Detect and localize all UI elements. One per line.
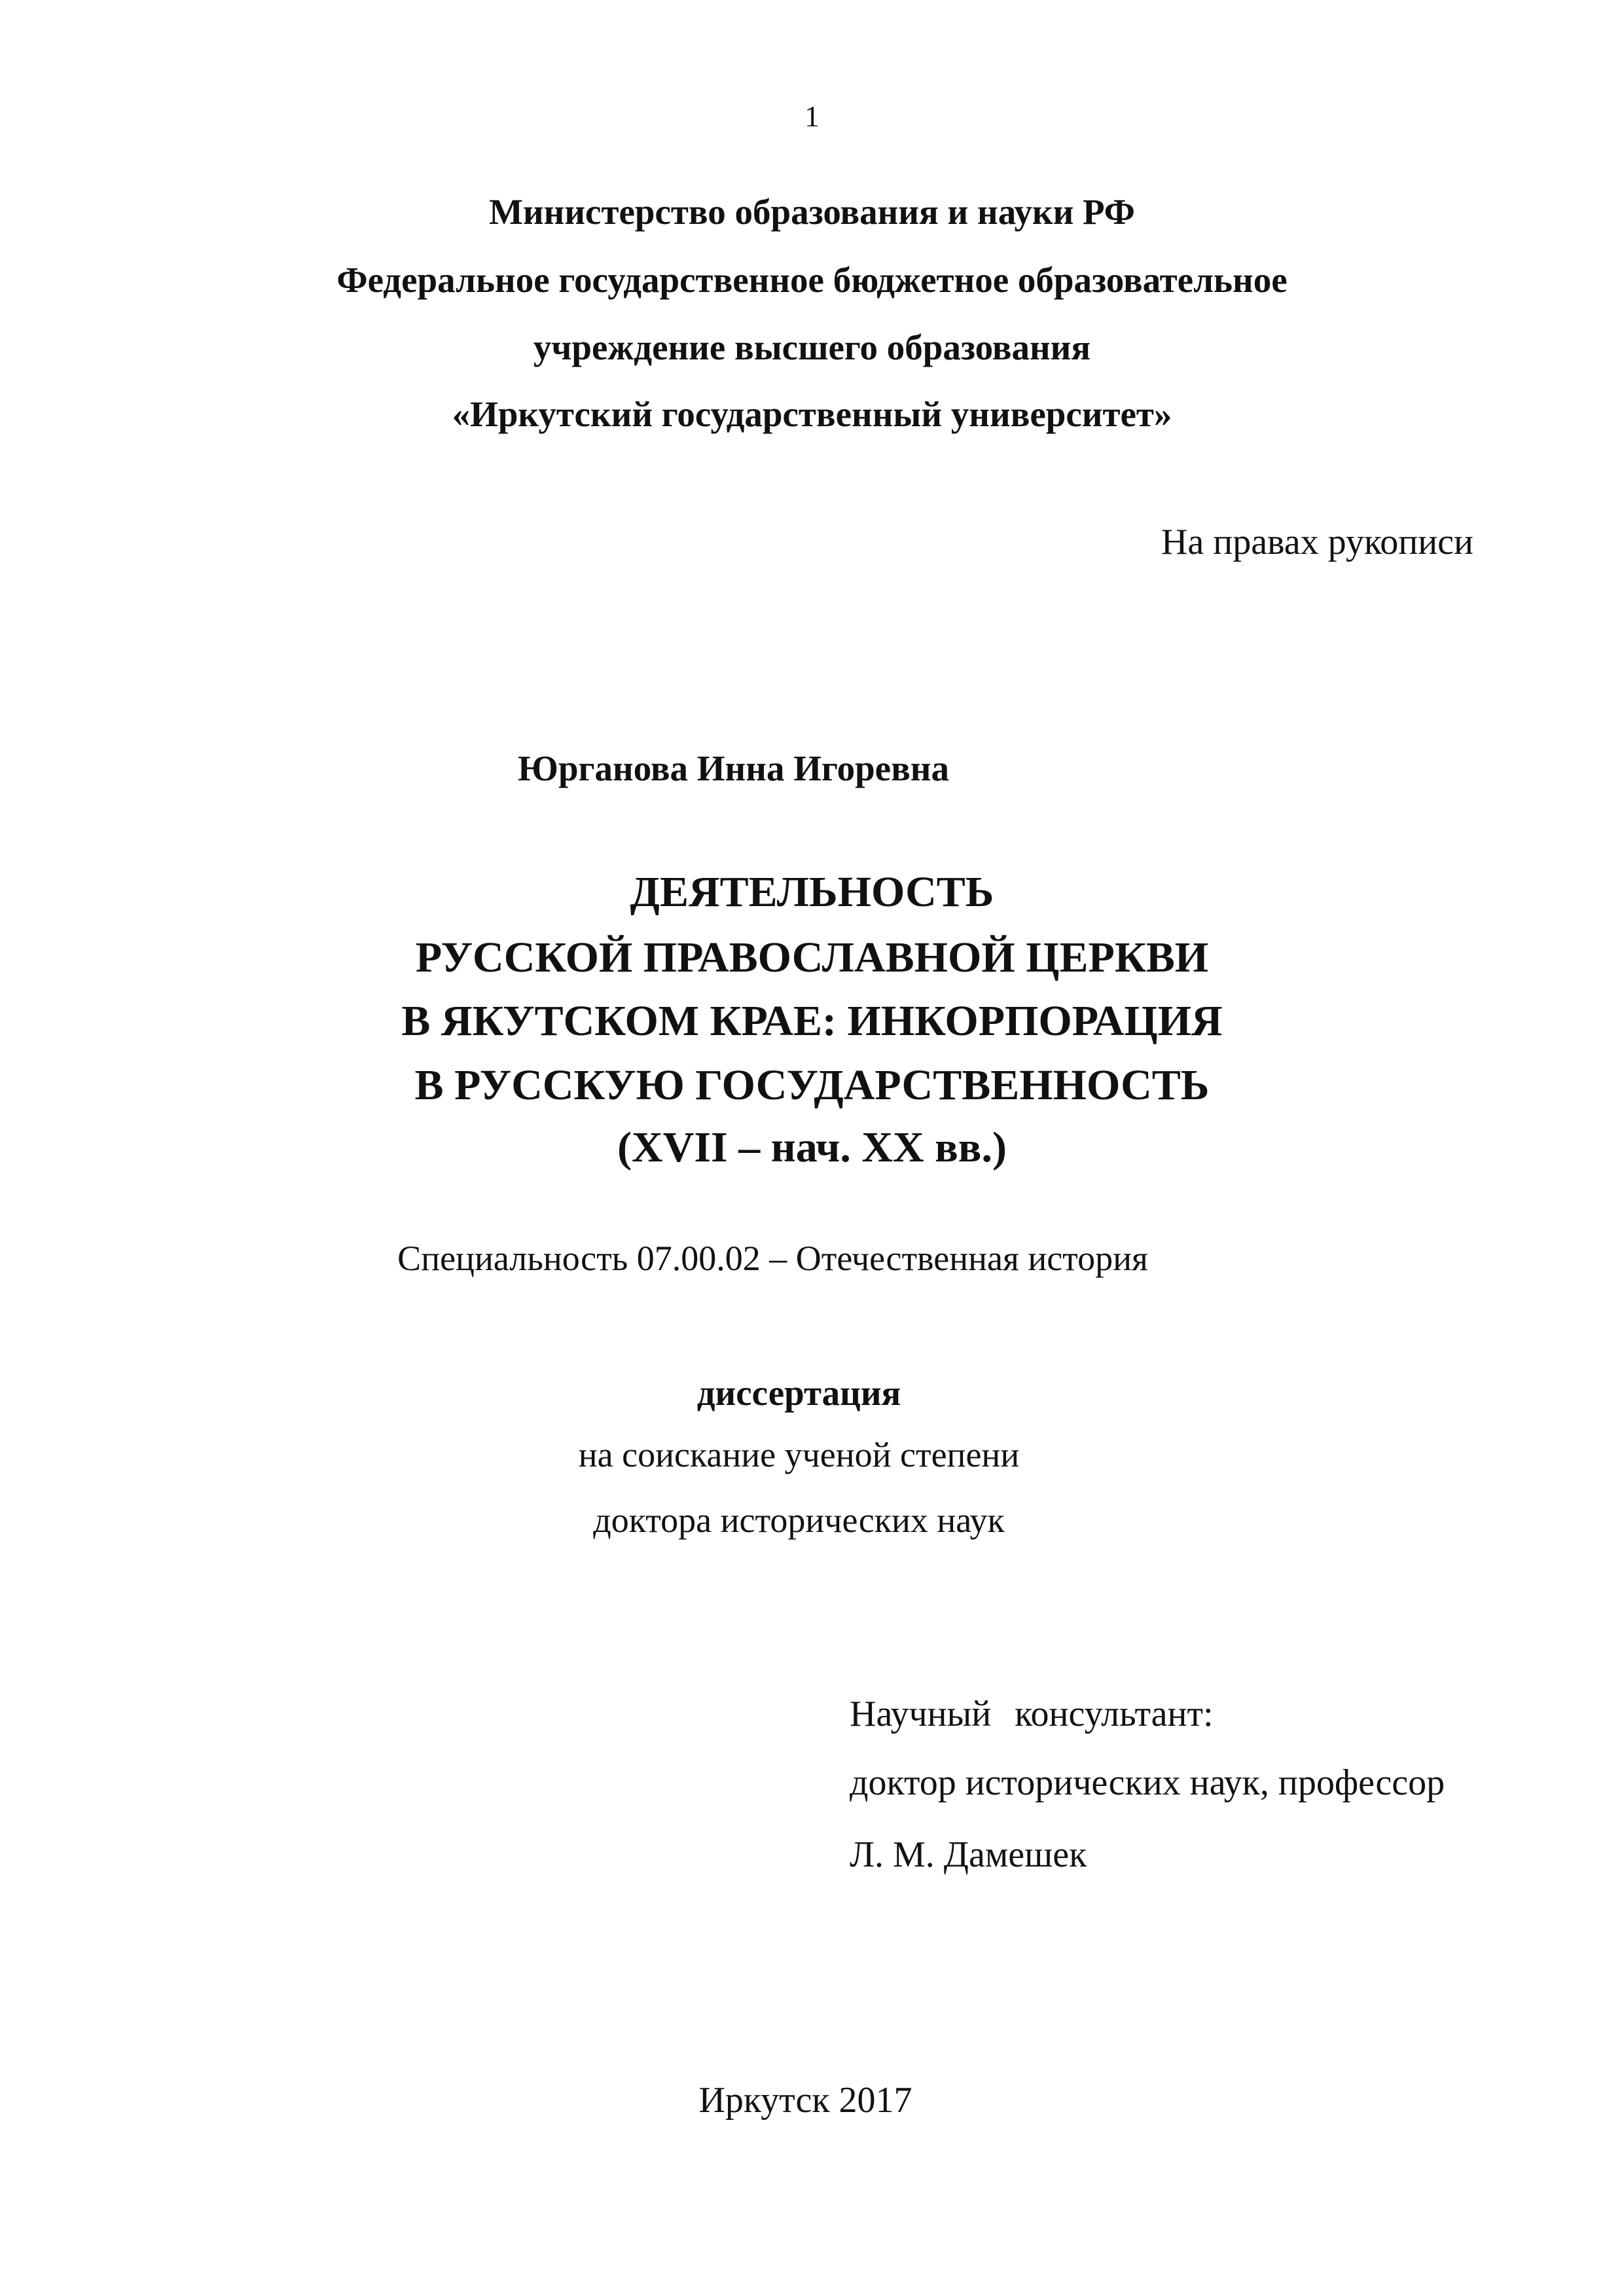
dissertation-title-line: ДЕЯТЕЛЬНОСТЬ	[630, 868, 994, 916]
consultant-label: Научный консультант:	[850, 1694, 1214, 1734]
author-name: Юрганова Инна Игоревна	[518, 748, 949, 788]
degree-level: доктора исторических наук	[593, 1501, 1005, 1540]
organization-ministry: Министерство образования и науки РФ	[489, 192, 1135, 232]
organization-type-cont: учреждение высшего образования	[533, 327, 1091, 367]
page-number: 1	[804, 100, 820, 133]
dissertation-title-line: РУССКОЙ ПРАВОСЛАВНОЙ ЦЕРКВИ	[415, 934, 1209, 981]
organization-type: Федеральное государственное бюджетное образовательное	[336, 260, 1288, 300]
manuscript-note: На правах рукописи	[1161, 522, 1473, 562]
city-year: Иркутск 2017	[698, 2080, 912, 2121]
dissertation-title-period: (XVII – нач. XX вв.)	[617, 1123, 1007, 1171]
consultant-credentials: доктор исторических наук, профессор	[850, 1762, 1445, 1803]
specialty: Специальность 07.00.02 – Отечественная история	[397, 1239, 1148, 1278]
dissertation-title-line: В РУССКУЮ ГОСУДАРСТВЕННОСТЬ	[414, 1061, 1210, 1109]
degree-type: диссертация	[696, 1373, 901, 1413]
degree-purpose: на соискание ученой степени	[578, 1435, 1020, 1474]
dissertation-title-line: В ЯКУТСКОМ КРАЕ: ИНКОРПОРАЦИЯ	[401, 997, 1223, 1045]
organization-name: «Иркутский государственный университет»	[452, 394, 1172, 434]
consultant-name: Л. М. Дамешек	[850, 1834, 1087, 1875]
